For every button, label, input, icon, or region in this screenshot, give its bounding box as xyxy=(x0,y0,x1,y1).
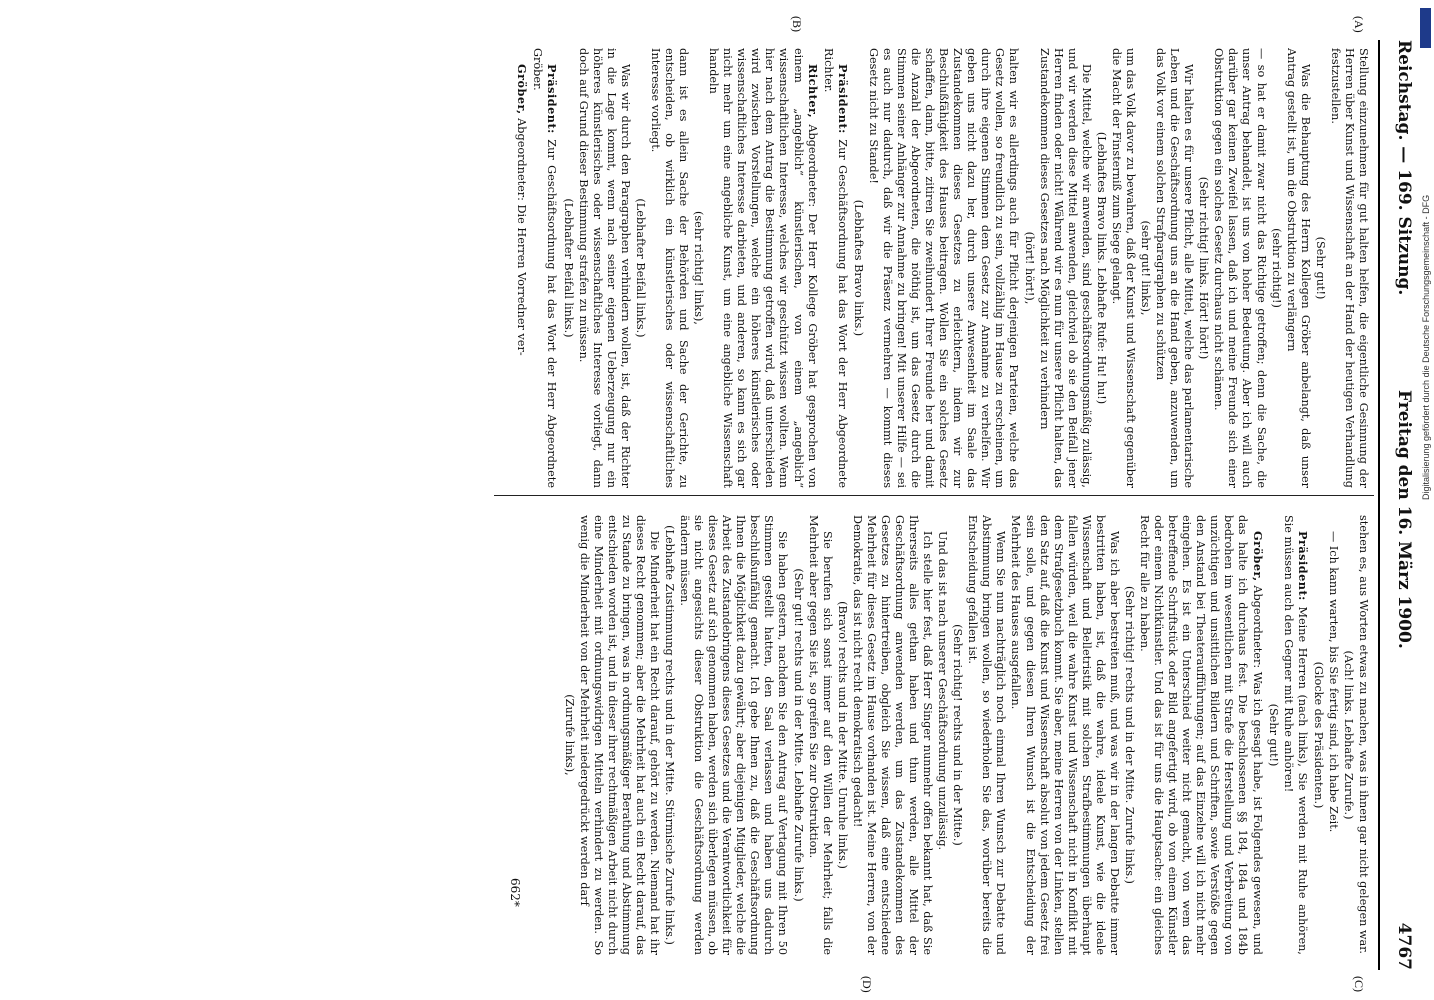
paragraph-text: Abgeordneter: Die Herren Vorredner ver- xyxy=(515,114,529,356)
paragraph xyxy=(1022,48,1036,488)
paragraph-text: (Ach! links. Lebhafte Zurufe.) xyxy=(1341,650,1355,820)
paragraph-text: Meine Herren (nach links), Sie werden mit Ruhe anhören, Sie müssen auch den Gegner mit Ruhe anhören! xyxy=(1281,515,1309,955)
paragraph xyxy=(866,48,1021,488)
paragraph xyxy=(1138,48,1152,488)
paragraph-text: Wenn Sie nun nachträglich noch einmal Ihren Wunsch zur Debatte und Abstimmung bringen wollen, so wiederholen Sie das, worüber bereits die Entscheidung gefallen ist. xyxy=(966,515,1008,955)
paragraph xyxy=(1311,515,1325,955)
speaker-name: Gröber, xyxy=(1250,531,1265,582)
left-column xyxy=(513,48,1370,488)
margin-marker-c: (C) xyxy=(1352,976,1366,992)
header-title: Reichstag. — 169. Sitzung. xyxy=(1394,40,1414,296)
header-date: Freitag den 16. März 1900. xyxy=(1394,390,1414,649)
paragraph-text: (Zurufe links), xyxy=(562,694,576,776)
paragraph xyxy=(514,48,529,488)
margin-marker-d: (D) xyxy=(860,976,874,993)
paragraph-text: (Bravo! rechts und in der Mitte. Unruhe links.) xyxy=(835,601,849,869)
paragraph xyxy=(561,48,575,488)
paragraph-text: Sie haben gestern, nachdem Sie den Antrag auf Vertagung mit Ihren 50 Stimmen gestellt hatten, den Saal verlassen und haben uns dadurch beschlußunfähig gemacht. Ich gebe Ihnen zu, daß die Geschäftsordnung Ihnen die Möglichkeit dazu gewährt; aber diejenigen Mitglieder, welche die Arbeit des Zustandebringens dieses Gesetzes und die Verantwortlichkeit für dieses Gesetz auf sich genommen haben, werden sich überlegen müssen, ob sie nicht angesichts dieser Obstruktion die Geschäftsordnung werden ändern müssen. xyxy=(678,515,790,955)
paragraph-text: Was ich aber bestreiten muß, und was wir in der langen Debatte immer bestritten haben, ist, daß die wahre, ideale Kunst, wie die ideale Wissenschaft und Belletristik mit solchen Strafbestimmungen überhaupt fallen würden, weil die wahre Kunst und Wissenschaft nicht in Konflikt mit dem Strafgesetzbuch kommt. Sie aber, meine Herren von der Linken, stellen den Satz auf, daß die Kunst und Wissenschaft absolut von jedem Gesetz frei sein solle, und gegen diesen Ihren Wunsch ist die Entscheidung der Mehrheit des Hauses ausgefallen. xyxy=(1009,515,1121,955)
paragraph-text: Zur Geschäftsordnung hat das Wort der Herr Abgeordnete Gröber. xyxy=(531,48,559,488)
paragraph-text: (sehr richtig! links), xyxy=(692,211,706,325)
paragraph xyxy=(1266,515,1280,955)
paragraph xyxy=(851,48,865,488)
signature-mark: 662* xyxy=(508,878,522,907)
paragraph xyxy=(1037,48,1093,488)
paragraph xyxy=(1281,515,1310,955)
paragraph xyxy=(1094,48,1108,488)
paragraph-text: dann ist es allein Sache der Behörden und Sache der Gerichte, zu entscheiden, ob wirklich ein künstlerisches oder wissenschaftliches Interesse vorliegt. xyxy=(648,48,691,488)
paragraph xyxy=(576,48,632,488)
paragraph-text: (Sehr gut!) xyxy=(1313,236,1327,300)
dfg-notice: Digitalisierung gefördert durch die Deutsche Forschungsgemeinschaft - DFG xyxy=(1421,194,1431,500)
paragraph-text: Abgeordneter: Der Herr Kollege Gröber hat gesprochen von einem „angeblich“ künstlerischen, von einem „angeblich“ wissenschaftlichen Interesse, welches wir geschützt wissen wollten. Wenn hier nach dem Antrag die Bestimmung getroffen wird, daß unterschieden wird zwischen Vorstellungen, welche ein höheres künstlerisches oder wissenschaftliches Interesse darbieten, und anderen, so kann es sich gar nicht mehr um eine angebliche Kunst, um eine angebliche Wissenschaft handeln xyxy=(707,48,819,488)
paragraph-text: (hört! hört!), xyxy=(1022,231,1036,305)
paragraph-text: (sehr gut! links), xyxy=(1139,220,1153,316)
paragraph xyxy=(1137,515,1265,955)
paragraph-text: Die Mittel, welche wir anwenden, sind geschäftsordnungsmäßig zulässig, und wir werden diese Mittel anwenden, gleichviel ob sie den Beifall jener Herren finden oder nicht! Während wir es nun für unsere Pflicht halten, das Zustandekommen dieses Gesetzes nach Möglichkeit zu verhindern xyxy=(1037,48,1093,488)
paragraph xyxy=(633,48,647,488)
speaker-name: Präsident: xyxy=(835,64,850,134)
paragraph xyxy=(965,515,1007,955)
paragraph xyxy=(691,48,705,488)
paragraph xyxy=(1153,48,1195,488)
paragraph-text: (Glocke des Präsidenten.) xyxy=(1311,661,1325,809)
paragraph-text: Abgeordneter: Was ich gesagt habe, ist Folgendes gewesen, und das halte ich durchaus fest. Die beschlossenen §§ 184, 184a und 184b bedrohen im wesentlichen mit Strafe die Herstellung und Verbreitung von unzüchtigen und unsittlichen Bildern und Schriften, sowie Verstöße gegen den Anstand bei Theateraufführungen; auf das Einzelne will ich nicht mehr eingehen. Es ist ein Unterschied weiter nicht gemacht, von wem das betreffende Schriftstück oder Bild angefertigt wird, ob von einem Künstler oder einem Nichtkünstler. Und das ist für uns die Hauptsache: ein gleiches Recht für alle zu haben. xyxy=(1138,515,1264,955)
paragraph xyxy=(1313,48,1327,488)
page-header xyxy=(1384,40,1422,970)
paragraph-text: Die Minderheit hat ein Recht darauf, gehört zu werden. Niemand hat ihr dieses Recht genommen; aber die Mehrheit hat auch ein Recht darauf, das zu Stande zu bringen, was in ordnungsmäßiger Berathung und Abstimmung entschieden worden ist, und in dieser ihrer rechtmäßigen Arbeit nicht durch eine Minderheit mit ordnungswidrigen Mitteln verhindert zu werden. So wenig die Minderheit von der Mehrheit niedergedrückt werden darf xyxy=(577,515,661,955)
paragraph xyxy=(791,515,805,955)
paragraph xyxy=(821,48,850,488)
page-number: 4767 xyxy=(1394,922,1414,970)
paragraph-text: Zur Geschäftsordnung hat das Wort der Herr Abgeordnete Richter. xyxy=(821,48,849,488)
paragraph-text: (sehr richtig!) xyxy=(1269,228,1283,308)
paragraph-text: Stellung einzunehmen für gut halten helfen, die eigentliche Gesinnung der Herren über Kunst und Wissenschaft an der Hand der heutigen Verhandlung festzustellen. xyxy=(1328,48,1370,488)
paragraph xyxy=(677,515,790,955)
paragraph xyxy=(1109,48,1137,488)
paragraph-text: (Sehr gut!) xyxy=(1266,703,1280,767)
paragraph xyxy=(850,515,934,955)
paragraph xyxy=(1328,48,1370,488)
right-column xyxy=(561,515,1371,955)
paragraph-text: (Lebhaftes Bravo links.) xyxy=(851,199,865,337)
paragraph xyxy=(1284,48,1312,488)
paragraph xyxy=(577,515,661,955)
paragraph-text: (Lebhafte Zustimmung rechts und in der Mitte. Stürmische Zurufe links.) xyxy=(663,525,676,945)
paragraph xyxy=(935,515,949,955)
paragraph xyxy=(806,515,834,955)
paragraph xyxy=(950,515,964,955)
paragraph-text: (Lebhaftes Bravo links. Lebhafte Rufe: Hu! hu!) xyxy=(1094,131,1108,405)
paragraph-text: — Ich kann warten, bis Sie fertig sind, ich habe Zeit. xyxy=(1326,531,1340,833)
speaker-name: Gröber, xyxy=(515,64,530,115)
paragraph-text: (Sehr gut! rechts und in der Mitte. Lebhafte Zurufe links.) xyxy=(791,568,805,902)
paragraph-text: (Sehr richtig! rechts und in der Mitte. Zurufe links.) xyxy=(1123,586,1136,884)
column-divider xyxy=(494,495,1374,496)
paragraph xyxy=(1269,48,1283,488)
paragraph-text: (Sehr richtig! links. Hört! hört!) xyxy=(1197,176,1211,360)
margin-marker-b: (B) xyxy=(790,16,804,32)
paragraph xyxy=(1196,48,1210,488)
paragraph xyxy=(1326,515,1340,955)
paragraph xyxy=(1122,515,1136,955)
paragraph-text: stehen es, aus Worten etwas zu machen, was in ihnen gar nicht gelegen war. xyxy=(1357,515,1370,954)
paragraph-text: Sie berufen sich sonst immer auf den Willen der Mehrheit; falls die Mehrheit aber gegen Sie ist, so greifen Sie zur Obstruktion. xyxy=(806,515,834,955)
paragraph-text: — so hat er damit zwar nicht das Richtige getroffen; denn die Sache, die unser Antrag behandelt, ist uns von hoher Bedeutung. Aber ich will auch darüber gar keinen Zweifel lassen, daß ich und meine Freunde sich einer Obstruktion gegen ein solches Gesetz durchaus nicht schämen. xyxy=(1212,48,1268,488)
paragraph-text: halten wir es allerdings auch für Pflicht derjenigen Parteien, welche das Gesetz wollen, so freundlich zu sein, vollzählig im Hause zu erscheinen, um durch ihre eigenen Stimmen dem Gesetz zur Annahme zu verhelfen. Wir geben uns nicht dazu her, durch unsere Anwesenheit im Saale das Zustandekommen dieses Gesetzes zu erleichtern, indem wir zur Beschlußfähigkeit des Hauses beitragen. Wollen Sie ein solches Gesetz schaffen, dann, bitte, zitiren Sie zweihundert Ihrer Freunde her und damit die Anzahl der Abgeordneten, die nöthig ist, um das Gesetz durch die Stimmen seiner Anhänger zur Annahme zu bringen! Mit unserer Hilfe — sei es auch nur dadurch, daß wir die Präsenz vermehren — kommt dieses Gesetz nicht zu Stande! xyxy=(866,48,1021,488)
paragraph-text: Ich stelle hier fest, daß Herr Singer nunmehr offen bekannt hat, daß Sie Ihrerseits alles gethan haben und thun werden, alle Mittel der Geschäftsordnung anwenden werden, um das Zustandekommen des Gesetzes zu hintertreiben, obgleich Sie wissen, daß eine entschiedene Mehrheit für dieses Gesetz im Hause vorhanden ist. Meine Herren, von der Demokratie, das ist nicht recht demokratisch gedacht! xyxy=(850,515,935,955)
speaker-name: Präsident: xyxy=(545,64,560,134)
paragraph-text: (Sehr richtig! rechts und in der Mitte.) xyxy=(951,624,965,846)
paragraph xyxy=(648,48,690,488)
paragraph-text: (Lebhafter Beifall links.) xyxy=(633,198,647,338)
paragraph-text: Wir halten es für unsere Pflicht, alle Mittel, welche das parlamentarische Leben und die Geschäftsordnung uns an die Hand geben, anzuwenden, um das Volk vor einem solchen Strafparagraphen zu schützen xyxy=(1154,48,1196,488)
paragraph-text: um das Volk davor zu bewahren, daß der Kunst und Wissenschaft gegenüber die Macht der Finsterniß zum Siege gelangt. xyxy=(1109,48,1137,488)
paragraph xyxy=(662,515,676,955)
paragraph-text: Und das ist nach unserer Geschäftsordnung unzulässig. xyxy=(936,531,950,851)
header-rule xyxy=(1378,40,1380,970)
paragraph xyxy=(1356,515,1370,955)
margin-marker-a: (A) xyxy=(1352,16,1366,33)
paragraph-text: (Lebhafter Beifall links.) xyxy=(561,198,575,338)
paragraph xyxy=(1341,515,1355,955)
paragraph-text: Was wir durch den Paragraphen verhindern wollen, ist, daß der Richter in die Lage kommt, wenn nach seiner eigenen Ueberzeugung nur ein höheres künstlerisches oder wissenschaftliches Interesse vorliegt, dann doch auf Grund dieser Bestimmung strafen zu müssen. xyxy=(576,48,632,488)
speaker-name: Präsident: xyxy=(1295,531,1310,601)
paragraph-text: Was die Behauptung des Herrn Kollegen Gröber anbelangt, daß unser Antrag gestellt ist, um die Obstruktion zu verlängern xyxy=(1284,48,1312,488)
paragraph xyxy=(562,515,576,955)
paragraph xyxy=(1211,48,1267,488)
paragraph xyxy=(835,515,849,955)
speaker-name: Richter, xyxy=(805,64,820,119)
paragraph xyxy=(706,48,820,488)
paragraph xyxy=(530,48,559,488)
paragraph xyxy=(1008,515,1121,955)
